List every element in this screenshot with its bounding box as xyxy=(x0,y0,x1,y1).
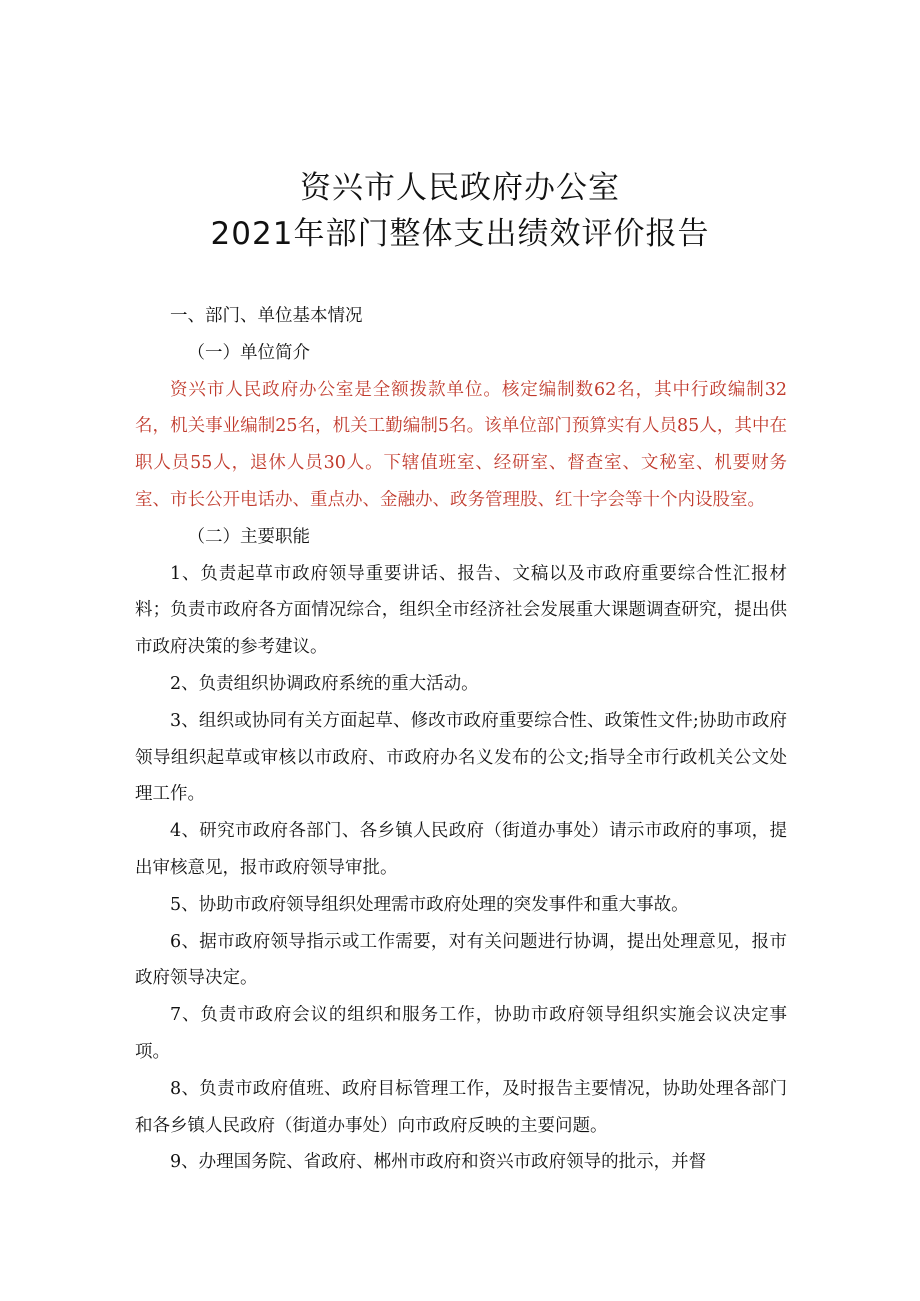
document-body xyxy=(135,298,787,1181)
subsection-heading-main-duties: （二）主要职能 xyxy=(187,526,310,547)
document-title-line1: 资兴市人民政府办公室 xyxy=(300,170,620,206)
duty-item: 7、负责市政府会议的组织和服务工作，协助市政府领导组织实施会议决定事项。 xyxy=(135,1005,787,1062)
document-title-line2: 2021年部门整体支出绩效评价报告 xyxy=(210,216,710,252)
duty-item: 6、据市政府领导指示或工作需要，对有关问题进行协调，提出处理意见，报市政府领导决定。 xyxy=(135,931,787,989)
duty-item: 1、负责起草市政府领导重要讲话、报告、文稿以及市政府重要综合性汇报材料；负责市政府各方面情况综合，组织全市经济社会发展重大课题调查研究，提出供市政府决策的参考建议。 xyxy=(135,563,787,658)
duty-item: 9、办理国务院、省政府、郴州市政府和资兴市政府领导的批示，并督 xyxy=(170,1152,707,1173)
duty-item: 3、组织或协同有关方面起草、修改市政府重要综合性、政策性文件;协助市政府领导组织起草或审核以市政府、市政府办名义发布的公文;指导全市行政机关公文处理工作。 xyxy=(135,710,787,805)
duty-item: 4、研究市政府各部门、各乡镇人民政府（街道办事处）请示市政府的事项，提出审核意见，报市政府领导审批。 xyxy=(135,821,787,878)
duty-item: 8、负责市政府值班、政府目标管理工作，及时报告主要情况，协助处理各部门和各乡镇人民政府（街道办事处）向市政府反映的主要问题。 xyxy=(135,1078,787,1136)
unit-intro-paragraph: 资兴市人民政府办公室是全额拨款单位。核定编制数62名，其中行政编制32名，机关事业编制25名，机关工勤编制5名。该单位部门预算实有人员85人，其中在职人员55人，退休人员30人。下辖值班室、经研室、督查室、文秘室、机要财务室、市长公开电话办、重点办、金融办、政务管理股、红十字会等十个内设股室。 xyxy=(135,379,787,510)
duty-item: 5、协助市政府领导组织处理需市政府处理的突发事件和重大事故。 xyxy=(170,894,689,915)
duty-item: 2、负责组织协调政府系统的重大活动。 xyxy=(170,673,479,694)
subsection-heading-unit-intro: （一）单位简介 xyxy=(187,342,310,363)
section-heading-basic-info: 一、部门、单位基本情况 xyxy=(170,306,363,326)
